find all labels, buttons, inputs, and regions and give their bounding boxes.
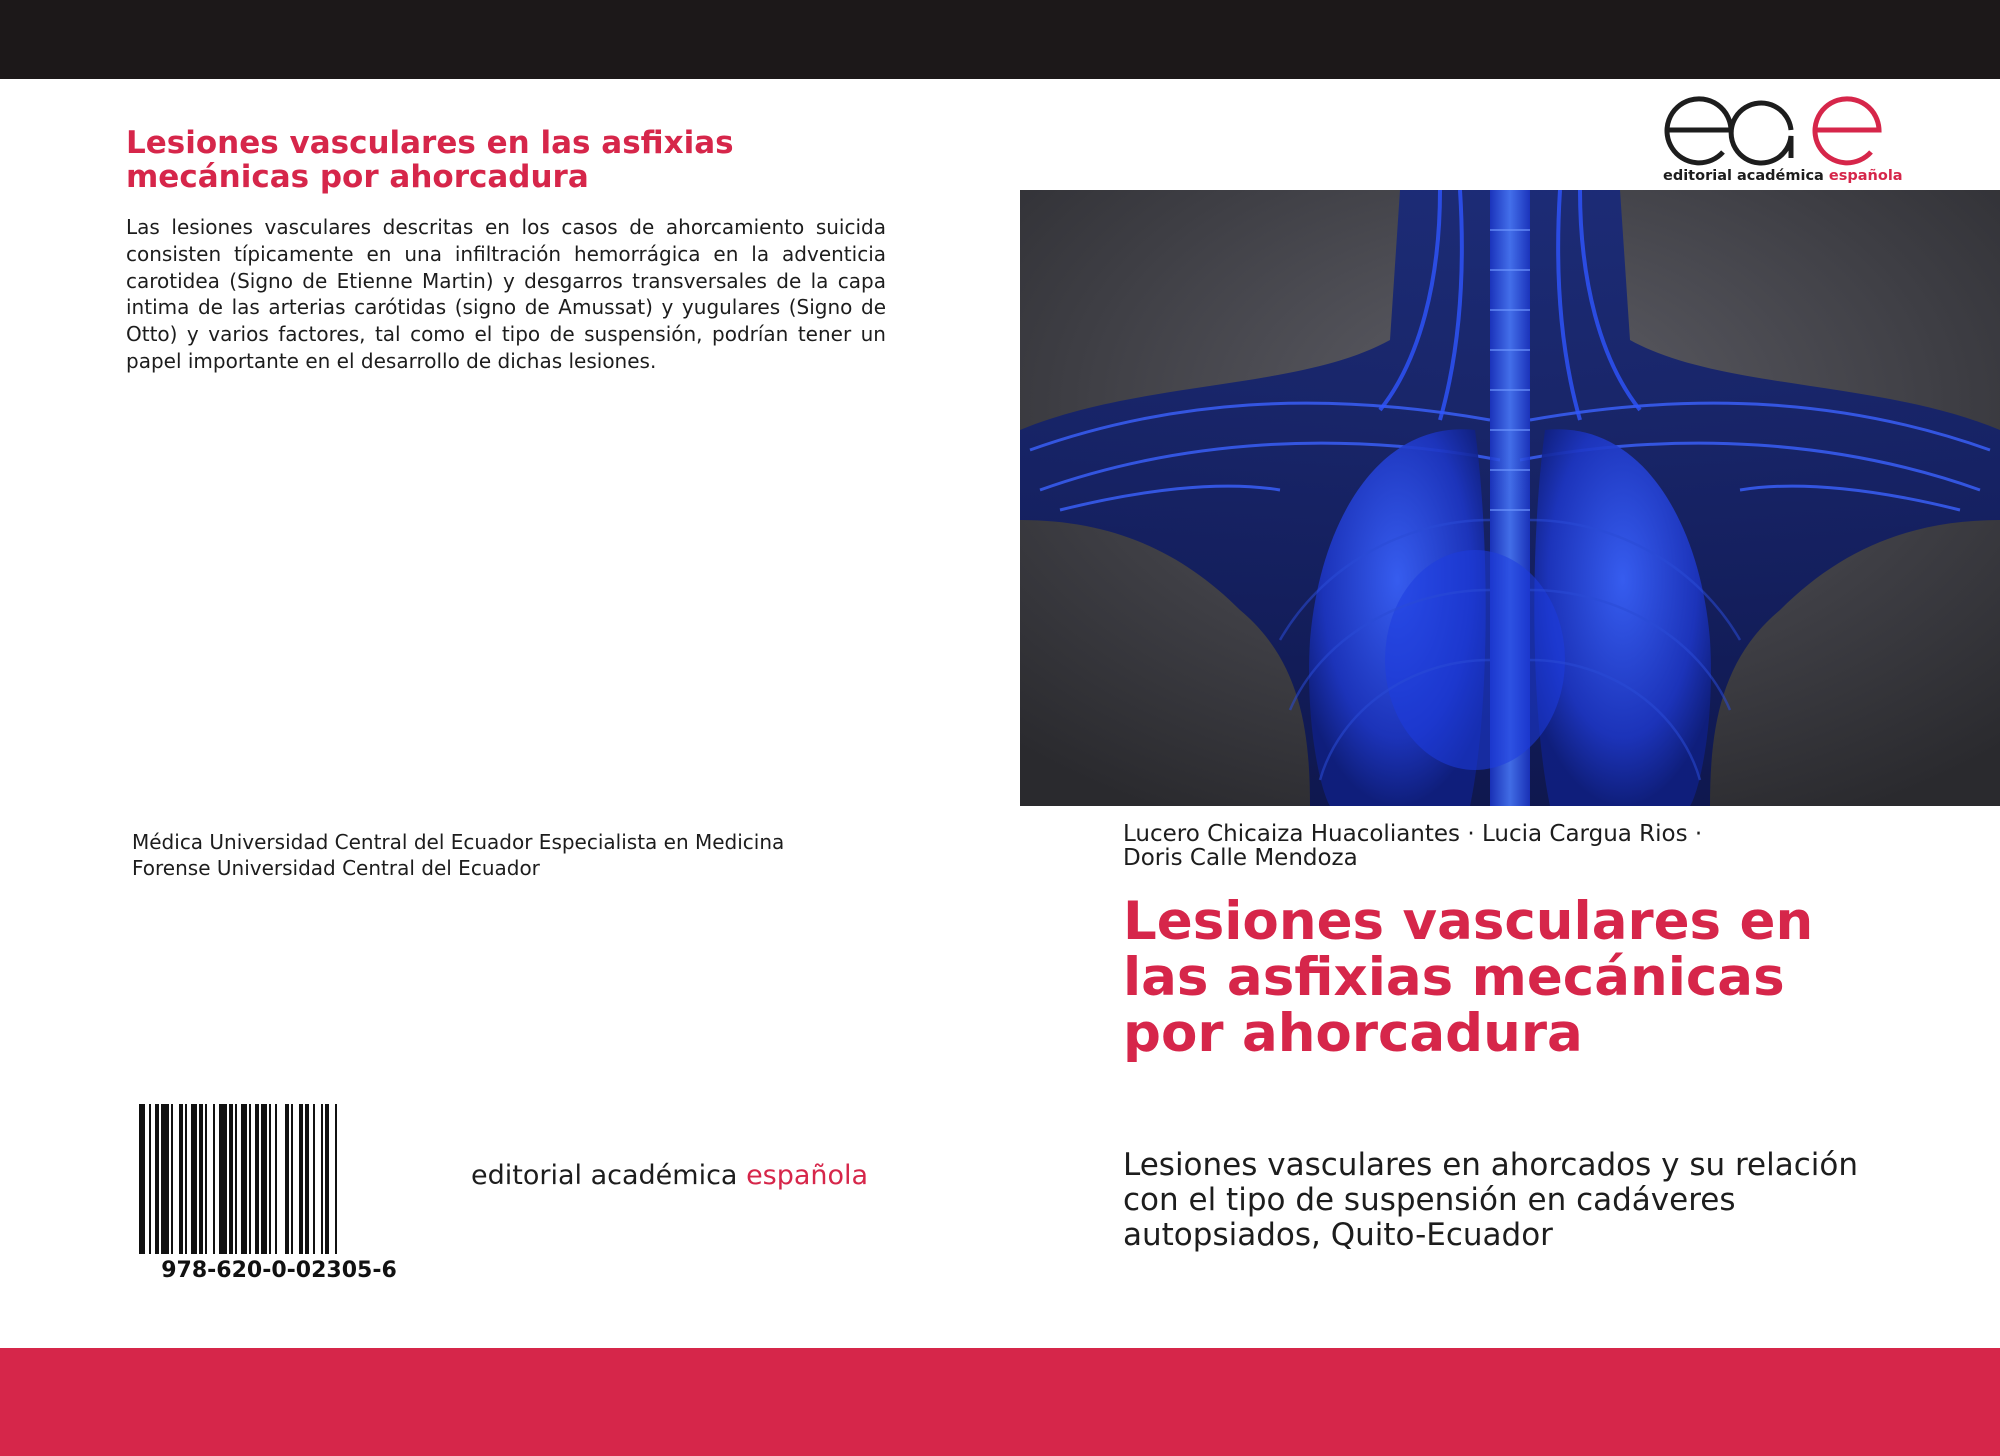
back-publisher-name [471,1160,868,1191]
barcode-bar [199,1104,203,1254]
bottom-band [0,1348,2000,1456]
barcode-bar [229,1104,233,1254]
cover-illustration [1020,190,2000,806]
barcode-bar [261,1104,267,1254]
barcode-bar [235,1104,237,1254]
barcode-bar [275,1104,277,1254]
authors-line-1: Lucero Chicaiza Huacoliantes · Lucia Cargua Rios · [1123,821,1703,847]
barcode-bar [241,1104,247,1254]
barcode-bar [179,1104,183,1254]
barcode [139,1104,416,1254]
authors [1123,822,1863,870]
publisher-main: editorial académica [471,1160,738,1191]
barcode-bar [191,1104,197,1254]
barcode-bar [269,1104,271,1254]
barcode-bar [291,1104,293,1254]
barcode-bar [139,1104,145,1254]
barcode-bar [161,1104,169,1254]
authors-line-2: Doris Calle Mendoza [1123,845,1358,871]
logo-text-main: editorial académica [1663,168,1824,184]
logo-text [1663,168,1903,184]
publisher-accent: española [746,1160,869,1191]
isbn-number: 978-620-0-02305-6 [161,1258,397,1283]
back-cover-blurb: Las lesiones vasculares descritas en los casos de ahorcamiento suicida consisten típicamente en una infiltración hemorrágica en la adventicia carotidea (Signo de Etienne Martin) y desgarros transversales de la capa intima de las arterias carótidas (signo de Amussat) y yugulares (Signo de Otto) y varios factores, tal como el tipo de suspensión, podrían tener un papel importante en el desarrollo de dichas lesiones. [126,215,886,373]
barcode-bar [335,1104,337,1254]
barcode-bar [149,1104,151,1254]
barcode-bar [325,1104,329,1254]
barcode-bar [285,1104,289,1254]
barcode-bar [305,1104,309,1254]
barcode-bar [213,1104,215,1254]
front-cover-subtitle: Lesiones vasculares en ahorcados y su relación con el tipo de suspensión en cadáveres autopsiados, Quito-Ecuador [1123,1147,1858,1253]
barcode-bar [219,1104,227,1254]
barcode-bar [299,1104,303,1254]
back-cover-title: Lesiones vasculares en las asfixias mecánicas por ahorcadura [126,125,734,195]
barcode-bar [313,1104,315,1254]
front-cover-title: Lesiones vasculares en las asfixias mecánicas por ahorcadura [1123,891,1814,1064]
barcode-bar [171,1104,173,1254]
author-bio: Médica Universidad Central del Ecuador Especialista en Medicina Forense Universidad Central del Ecuador [132,830,785,880]
logo-text-accent: española [1828,168,1903,184]
barcode-bar [205,1104,207,1254]
top-band [0,0,2000,79]
barcode-bar [185,1104,187,1254]
barcode-bar [249,1104,251,1254]
barcode-bar [255,1104,259,1254]
barcode-bar [155,1104,159,1254]
barcode-bar [321,1104,323,1254]
